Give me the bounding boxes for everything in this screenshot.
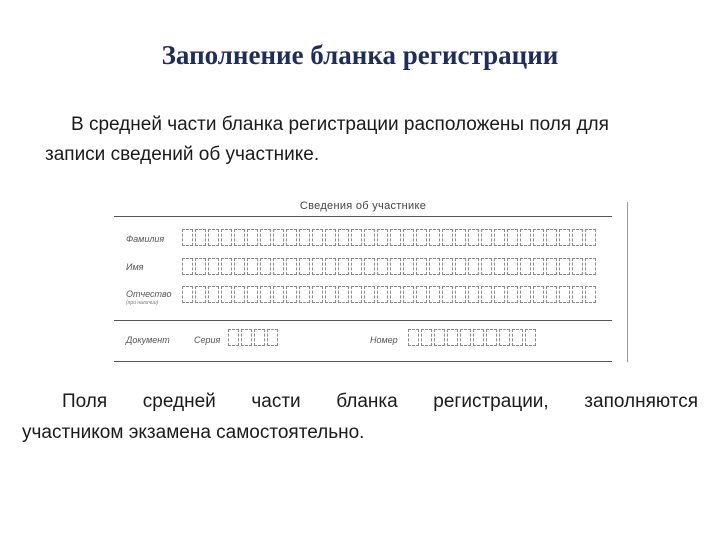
outro-paragraph (22, 386, 698, 448)
char-cell[interactable] (486, 329, 497, 346)
char-cell[interactable] (455, 229, 466, 246)
char-cell[interactable] (429, 286, 440, 303)
char-cell[interactable] (507, 286, 518, 303)
participant-info-form (114, 196, 634, 370)
char-cell[interactable] (507, 258, 518, 275)
char-cell[interactable] (182, 258, 193, 275)
outro-line-1: Поля средней части бланка регистрации, заполняются (62, 391, 698, 412)
char-cell[interactable] (408, 329, 419, 346)
middle-rule (114, 320, 612, 321)
char-cell[interactable] (559, 258, 570, 275)
char-cell[interactable] (247, 286, 258, 303)
char-cell[interactable] (460, 329, 471, 346)
surname-field[interactable] (182, 229, 598, 246)
char-cell[interactable] (228, 329, 239, 346)
char-cell[interactable] (195, 258, 206, 275)
char-cell[interactable] (325, 286, 336, 303)
char-cell[interactable] (377, 286, 388, 303)
char-cell[interactable] (221, 286, 232, 303)
char-cell[interactable] (338, 258, 349, 275)
form-header: Сведения об участнике (299, 200, 427, 212)
char-cell[interactable] (325, 229, 336, 246)
char-cell[interactable] (468, 258, 479, 275)
char-cell[interactable] (364, 258, 375, 275)
char-cell[interactable] (247, 229, 258, 246)
char-cell[interactable] (286, 229, 297, 246)
outro-line-2: участником экзамена самостоятельно. (22, 422, 365, 443)
number-field[interactable] (408, 329, 538, 346)
char-cell[interactable] (512, 329, 523, 346)
char-cell[interactable] (312, 258, 323, 275)
char-cell[interactable] (494, 229, 505, 246)
char-cell[interactable] (494, 286, 505, 303)
char-cell[interactable] (234, 258, 245, 275)
patronymic-label: Отчество (126, 289, 172, 299)
char-cell[interactable] (299, 286, 310, 303)
char-cell[interactable] (520, 286, 531, 303)
intro-line-2: записи сведений об участнике. (45, 144, 320, 165)
char-cell[interactable] (481, 229, 492, 246)
char-cell[interactable] (455, 286, 466, 303)
char-cell[interactable] (455, 258, 466, 275)
char-cell[interactable] (572, 258, 583, 275)
char-cell[interactable] (351, 229, 362, 246)
char-cell[interactable] (351, 258, 362, 275)
char-cell[interactable] (416, 229, 427, 246)
char-cell[interactable] (585, 258, 596, 275)
slide-title: Заполнение бланка регистрации (161, 40, 559, 70)
char-cell[interactable] (260, 258, 271, 275)
char-cell[interactable] (273, 286, 284, 303)
char-cell[interactable] (390, 286, 401, 303)
char-cell[interactable] (429, 229, 440, 246)
intro-line-1: В средней части бланка регистрации расположены поля для (71, 114, 609, 135)
name-label: Имя (126, 262, 144, 272)
document-label: Документ (126, 335, 170, 345)
char-cell[interactable] (182, 286, 193, 303)
char-cell[interactable] (208, 258, 219, 275)
char-cell[interactable] (241, 329, 252, 346)
char-cell[interactable] (421, 329, 432, 346)
char-cell[interactable] (273, 229, 284, 246)
char-cell[interactable] (447, 329, 458, 346)
form-right-border (627, 202, 628, 362)
char-cell[interactable] (221, 258, 232, 275)
char-cell[interactable] (520, 229, 531, 246)
char-cell[interactable] (254, 329, 265, 346)
char-cell[interactable] (416, 258, 427, 275)
char-cell[interactable] (377, 229, 388, 246)
char-cell[interactable] (195, 229, 206, 246)
intro-paragraph (45, 110, 705, 170)
char-cell[interactable] (286, 258, 297, 275)
char-cell[interactable] (416, 286, 427, 303)
char-cell[interactable] (559, 229, 570, 246)
bottom-rule (114, 361, 612, 362)
char-cell[interactable] (182, 229, 193, 246)
char-cell[interactable] (585, 229, 596, 246)
char-cell[interactable] (572, 286, 583, 303)
char-cell[interactable] (403, 258, 414, 275)
char-cell[interactable] (533, 258, 544, 275)
char-cell[interactable] (208, 229, 219, 246)
char-cell[interactable] (234, 229, 245, 246)
char-cell[interactable] (390, 258, 401, 275)
char-cell[interactable] (260, 229, 271, 246)
char-cell[interactable] (546, 229, 557, 246)
char-cell[interactable] (585, 286, 596, 303)
patronymic-field[interactable] (182, 286, 598, 303)
header-rule (114, 216, 612, 217)
char-cell[interactable] (267, 329, 278, 346)
char-cell[interactable] (546, 258, 557, 275)
char-cell[interactable] (468, 229, 479, 246)
char-cell[interactable] (390, 229, 401, 246)
char-cell[interactable] (546, 286, 557, 303)
char-cell[interactable] (325, 258, 336, 275)
char-cell[interactable] (494, 258, 505, 275)
number-label: Номер (370, 335, 398, 345)
char-cell[interactable] (403, 286, 414, 303)
char-cell[interactable] (221, 229, 232, 246)
char-cell[interactable] (299, 258, 310, 275)
char-cell[interactable] (208, 286, 219, 303)
char-cell[interactable] (520, 258, 531, 275)
char-cell[interactable] (195, 286, 206, 303)
char-cell[interactable] (312, 286, 323, 303)
char-cell[interactable] (481, 258, 492, 275)
char-cell[interactable] (434, 329, 445, 346)
series-label: Серия (194, 335, 221, 345)
char-cell[interactable] (559, 286, 570, 303)
char-cell[interactable] (312, 229, 323, 246)
char-cell[interactable] (299, 229, 310, 246)
char-cell[interactable] (260, 286, 271, 303)
char-cell[interactable] (525, 329, 536, 346)
name-field[interactable] (182, 258, 598, 275)
char-cell[interactable] (338, 286, 349, 303)
char-cell[interactable] (442, 229, 453, 246)
char-cell[interactable] (364, 286, 375, 303)
surname-label: Фамилия (126, 234, 165, 244)
char-cell[interactable] (247, 258, 258, 275)
char-cell[interactable] (533, 286, 544, 303)
char-cell[interactable] (468, 286, 479, 303)
char-cell[interactable] (429, 258, 440, 275)
char-cell[interactable] (442, 286, 453, 303)
char-cell[interactable] (481, 286, 492, 303)
char-cell[interactable] (351, 286, 362, 303)
char-cell[interactable] (533, 229, 544, 246)
series-field[interactable] (228, 329, 280, 346)
char-cell[interactable] (507, 229, 518, 246)
char-cell[interactable] (364, 229, 375, 246)
char-cell[interactable] (377, 258, 388, 275)
patronymic-note: (при наличии) (126, 300, 159, 306)
char-cell[interactable] (473, 329, 484, 346)
char-cell[interactable] (403, 229, 414, 246)
char-cell[interactable] (338, 229, 349, 246)
char-cell[interactable] (499, 329, 510, 346)
char-cell[interactable] (273, 258, 284, 275)
char-cell[interactable] (234, 286, 245, 303)
char-cell[interactable] (442, 258, 453, 275)
char-cell[interactable] (572, 229, 583, 246)
char-cell[interactable] (286, 286, 297, 303)
